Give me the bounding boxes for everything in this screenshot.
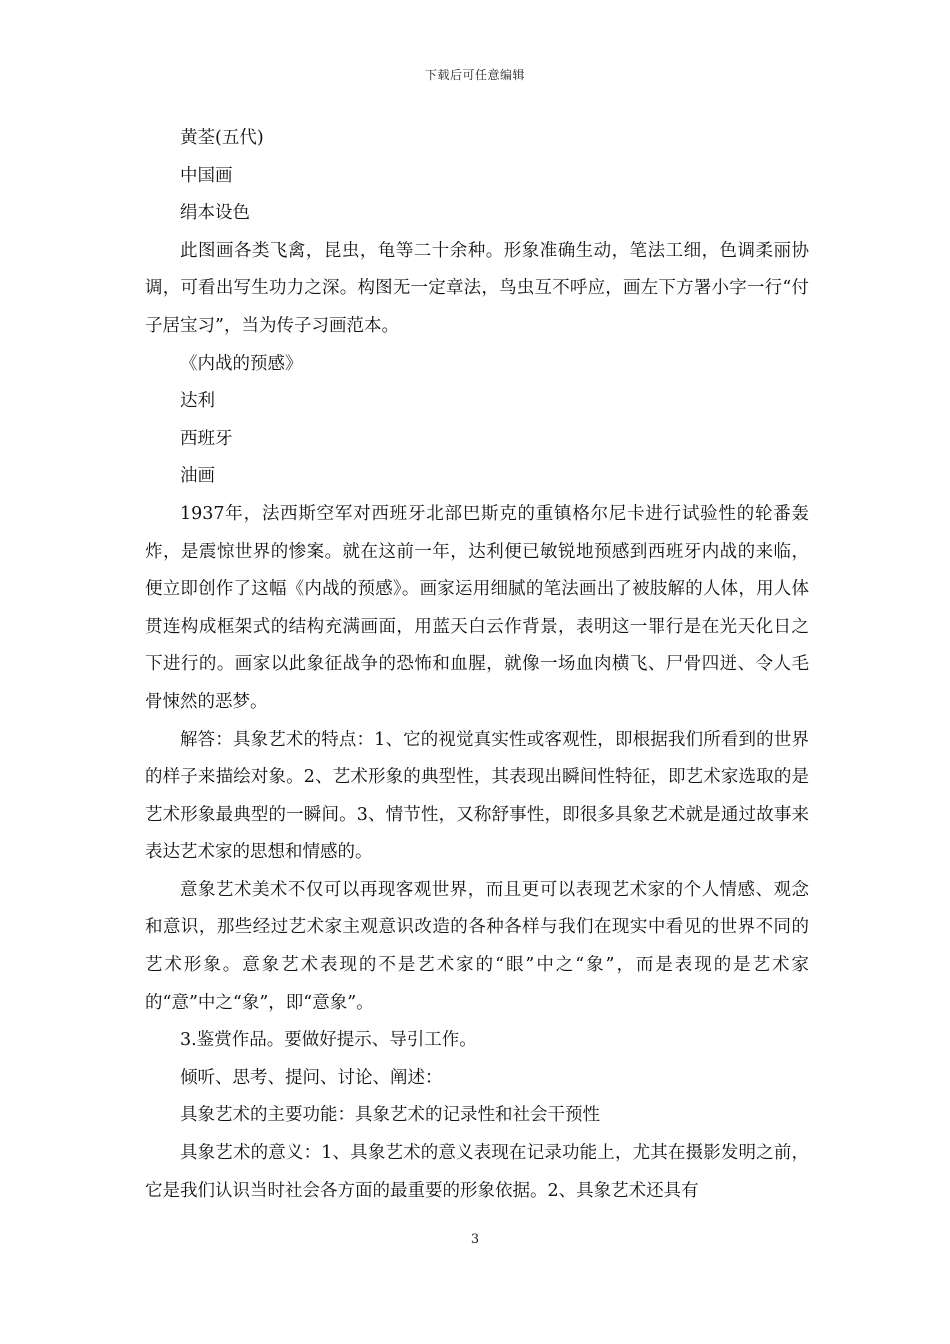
paragraph-medium: 绢本设色: [180, 203, 250, 224]
page-number: 3: [470, 1232, 480, 1247]
paragraph-body: 具象艺术的主要功能：具象艺术的记录性和社会干预性: [180, 1105, 600, 1126]
paragraph-body: 具象艺术的意义：1、具象艺术的意义表现在记录功能上，尤其在摄影发明之前，它是我们认识当时社会各方面的最重要的形象依据。2、具象艺术还具有: [145, 1143, 809, 1201]
paragraph-artist: 达利: [180, 391, 215, 412]
page-header: 下载后可任意编辑: [424, 68, 525, 82]
paragraph-description: 此图画各类飞禽，昆虫，龟等二十余种。形象准确生动，笔法工细，色调柔丽协调，可看出写生功力之深。构图无一定章法，鸟虫互不呼应，画左下方署小字一行“付子居宝习”，当为传子习画范本。: [145, 240, 809, 336]
paragraph-step: 3.鉴赏作品。要做好提示、导引工作。: [180, 1030, 477, 1051]
paragraph-medium: 油画: [180, 466, 215, 487]
paragraph-genre: 中国画: [180, 165, 233, 186]
paragraph-artwork-title: 《内战的预感》: [180, 353, 303, 374]
paragraph-artist: 黄荃(五代): [180, 128, 264, 148]
paragraph-country: 西班牙: [180, 428, 233, 449]
paragraph-description: 1937年，法西斯空军对西班牙北部巴斯克的重镇格尔尼卡进行试验性的轮番轰炸，是震惊世界的惨案。就在这前一年，达利便已敏锐地预感到西班牙内战的来临，便立即创作了这幅《内战的预感》。画家运用细腻的笔法画出了被肢解的人体，用人体贯连构成框架式的结构充满画面，用蓝天白云作背景，表明这一罪行是在光天化日之下进行的。画家以此象征战争的恐怖和血腥，就像一场血肉横飞、尸骨四迸、令人毛骨悚然的恶梦。: [145, 503, 809, 712]
document-body: [145, 120, 809, 1210]
paragraph-body: 意象艺术美术不仅可以再现客观世界，而且更可以表现艺术家的个人情感、观念和意识，那些经过艺术家主观意识改造的各种各样与我们在现实中看见的世界不同的艺术形象。意象艺术表现的不是艺术家的“眼”中之“象”，而是表现的是艺术家的“意”中之“象”，即“意象”。: [145, 879, 809, 1013]
paragraph-answer: 解答：具象艺术的特点：1、它的视觉真实性或客观性，即根据我们所看到的世界的样子来描绘对象。2、艺术形象的典型性，其表现出瞬间性特征，即艺术家选取的是艺术形象最典型的一瞬间。3、情节性，又称舒事性，即很多具象艺术就是通过故事来表达艺术家的思想和情感的。: [145, 729, 809, 863]
paragraph-body: 倾听、思考、提问、讨论、阐述：: [180, 1067, 443, 1088]
